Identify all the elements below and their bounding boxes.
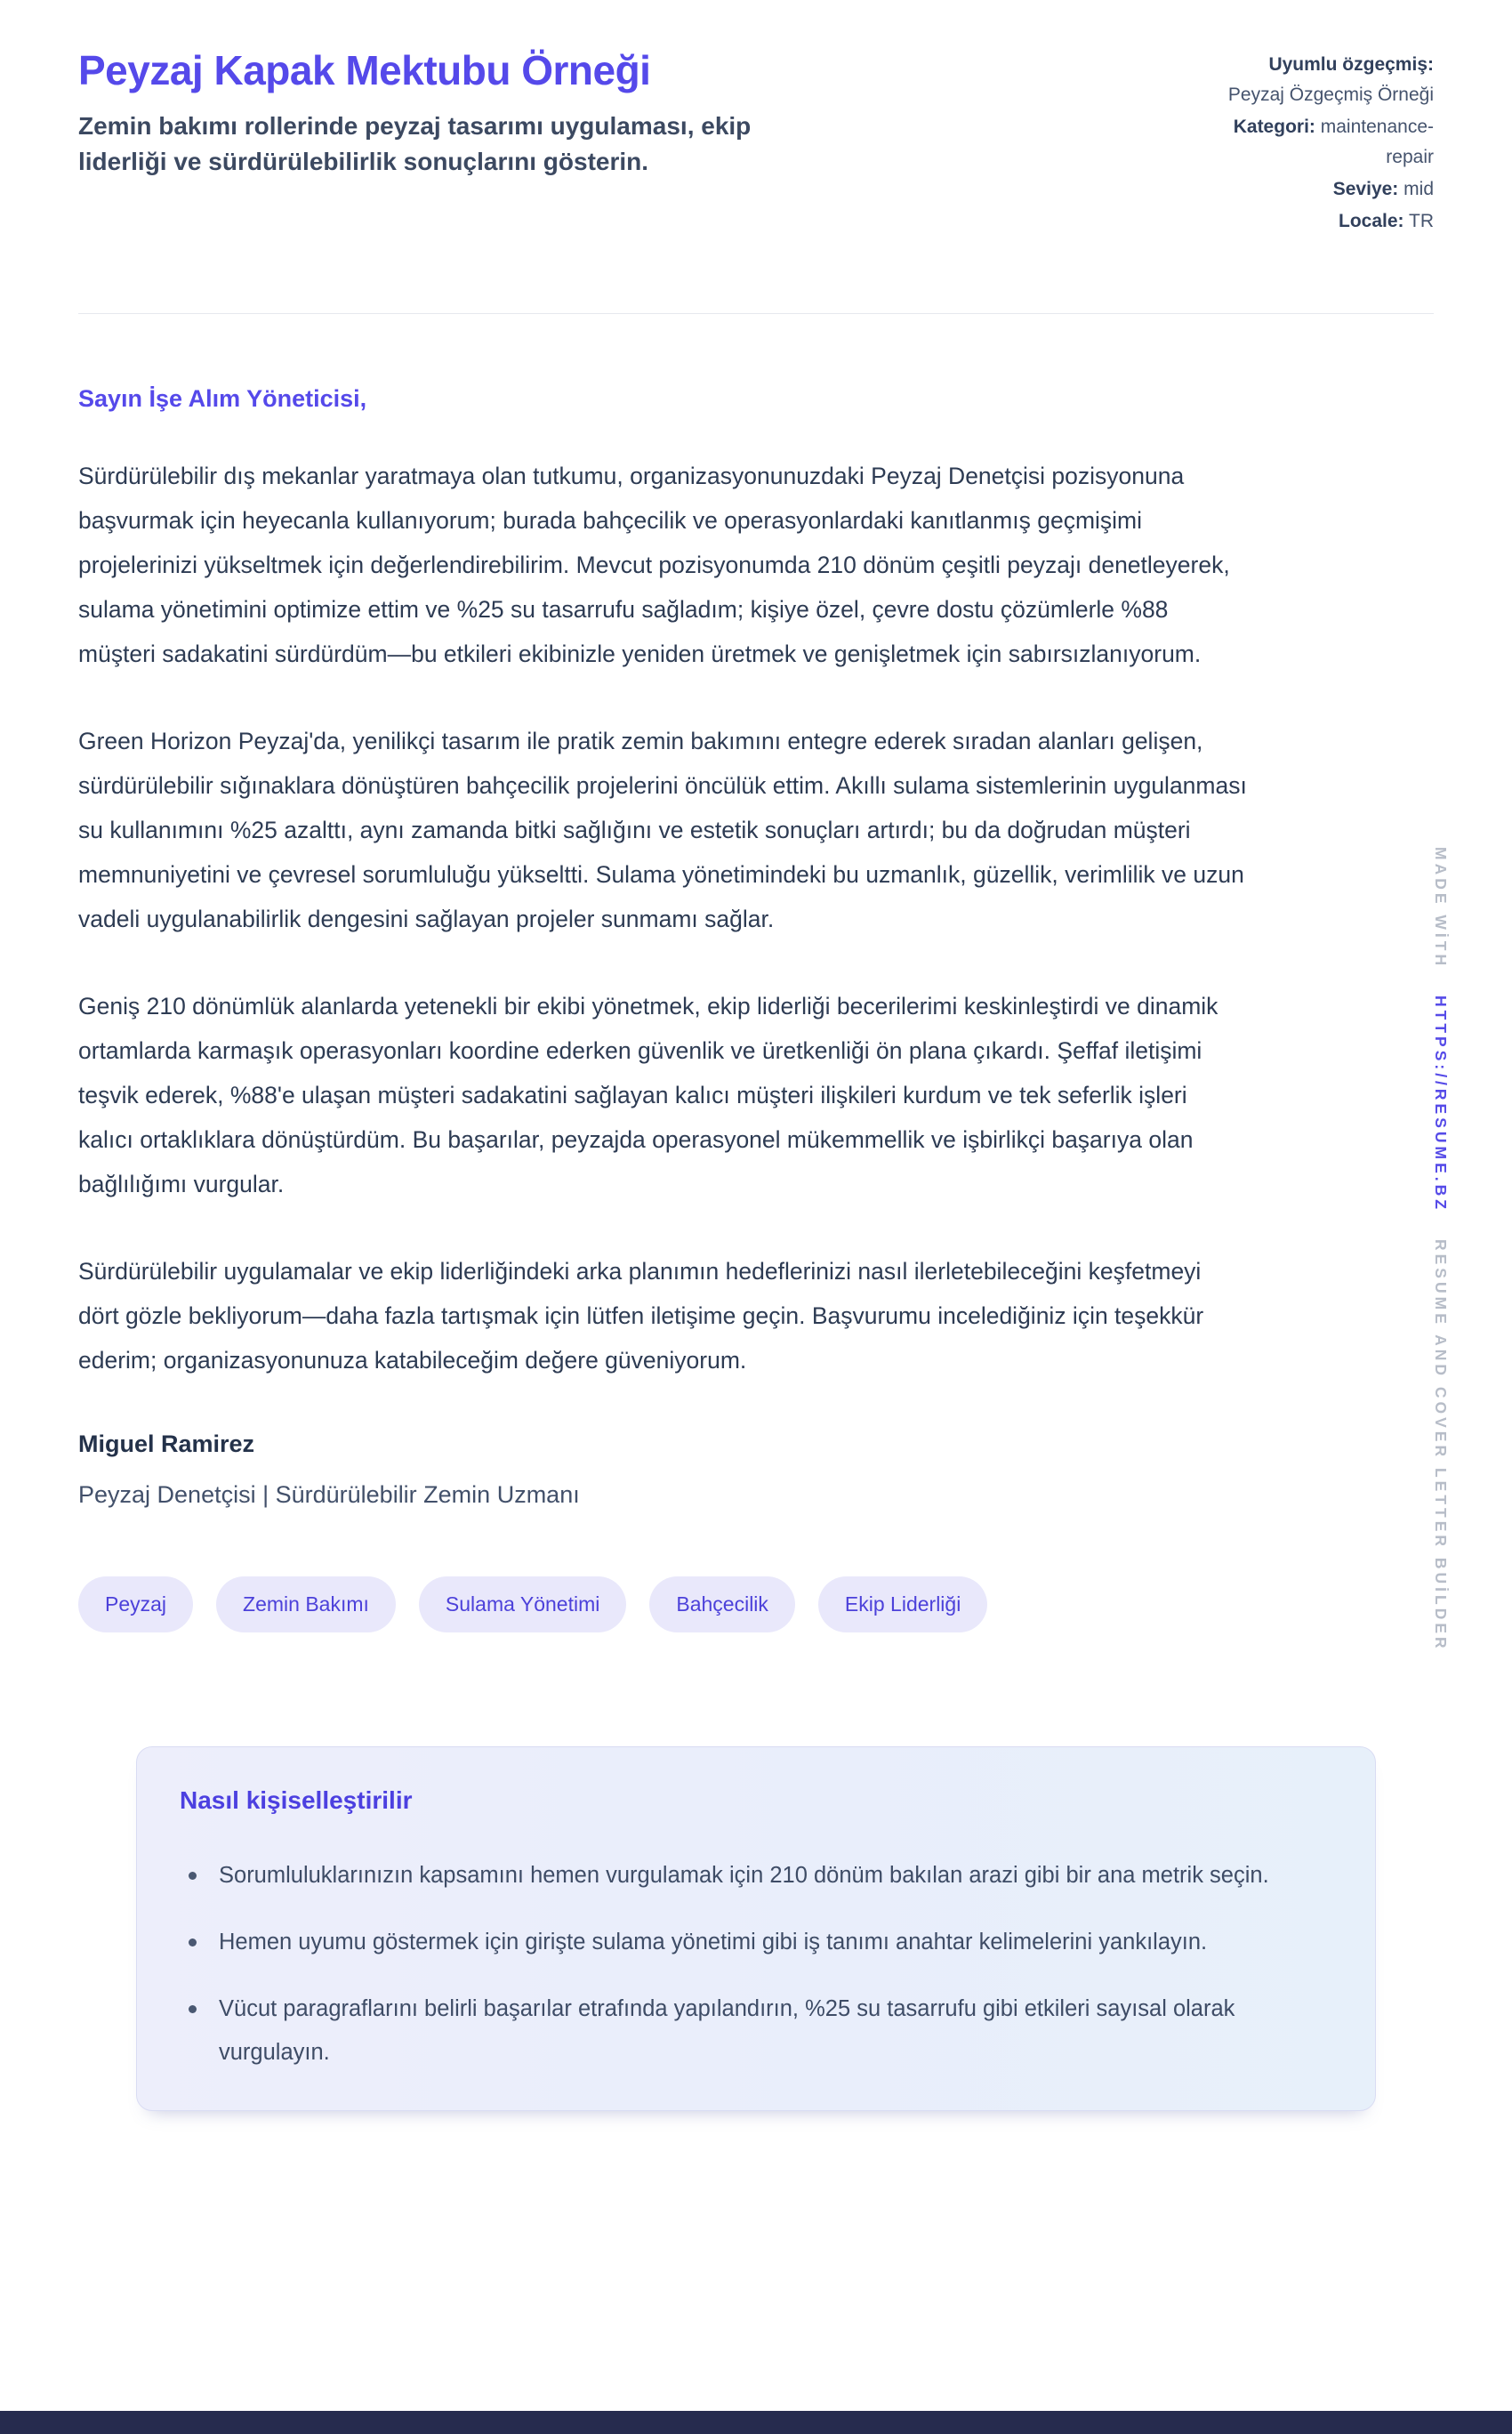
meta-level bbox=[1210, 174, 1434, 205]
cover-letter-body bbox=[78, 385, 1434, 1509]
personalize-bullet-text: Vücut paragraflarını belirli başarılar etrafında yapılandırın, %25 su tasarrufu gibi etkileri sayısal olarak vurgulayın. bbox=[219, 1996, 1235, 2065]
personalize-bullet bbox=[180, 1854, 1313, 1898]
meta-category bbox=[1210, 112, 1434, 173]
header bbox=[78, 46, 1434, 238]
letter-paragraph: Geniş 210 dönümlük alanlarda yetenekli bir ekibi yönetmek, ekip liderliği becerilerimi keskinleştirdi ve dinamik ortamlarda karmaşık operasyonları koordine ederken güvenlik ve üretkenliği ön plana çıkardı. Şeffaf iletişimi teşvik ederek, %88'e ulaşan müşteri sadakatini sağlayan kalıcı müşteri ilişkileri kurdum ve tek seferlik işleri kalıcı ortaklıklara dönüştürdüm. Bu başarılar, peyzajda operasyonel mükemmellik ve işbirlikçi başarıya olan bağlılığımı vurgular. bbox=[78, 993, 1218, 1197]
meta-level-label: Seviye: bbox=[1332, 179, 1399, 199]
letter-paragraph: Sürdürülebilir dış mekanlar yaratmaya olan tutkumu, organizasyonunuzdaki Peyzaj Denetçisi pozisyonuna başvurmak için heyecanla kullanıyorum; burada bahçecilik ve operasyonlardaki kanıtlanmış geçmişimi projelerinizi yükseltmek için değerlendirebilirim. Mevcut pozisyonumda 210 dönüm çeşitli peyzajı denetleyerek, sulama yönetimini optimize ettim ve %25 su tasarrufu sağladım; kişiye özel, çevre dostu çözümlerle %88 müşteri sadakatini sürdürdüm—bu etkileri ekibinizle yeniden üretmek ve genişletmek için sabırsızlanıyorum. bbox=[78, 463, 1230, 667]
meta-matching-resume bbox=[1210, 50, 1434, 110]
personalize-bullet bbox=[180, 1921, 1313, 1964]
page-subtitle: Zemin bakımı rollerinde peyzaj tasarımı uygulaması, ekip liderliği ve sürdürülebilirlik sonuçlarını gösterin. bbox=[78, 112, 752, 175]
footer-bar bbox=[0, 2411, 1512, 2434]
meta-locale bbox=[1210, 206, 1434, 237]
personalize-bullet-list bbox=[180, 1854, 1332, 2075]
meta-locale-value: TR bbox=[1409, 211, 1434, 231]
bullet-dot-icon bbox=[189, 1872, 197, 1880]
tag-chip[interactable]: Ekip Liderliği bbox=[818, 1576, 987, 1632]
signature-role: Peyzaj Denetçisi | Sürdürülebilir Zemin Uzmanı bbox=[78, 1481, 580, 1508]
letter-greeting: Sayın İşe Alım Yöneticisi, bbox=[78, 385, 367, 412]
letter-paragraphs bbox=[78, 454, 1434, 1382]
tag-list bbox=[78, 1576, 1434, 1632]
made-with-watermark bbox=[1431, 847, 1450, 1652]
meta-category-label: Kategori: bbox=[1233, 117, 1315, 137]
bullet-dot-icon bbox=[189, 2005, 197, 2013]
tag-chip[interactable]: Peyzaj bbox=[78, 1576, 193, 1632]
page-title: Peyzaj Kapak Mektubu Örneği bbox=[78, 47, 651, 93]
header-divider bbox=[78, 313, 1434, 314]
meta-level-value: mid bbox=[1403, 179, 1434, 199]
meta-panel bbox=[1210, 50, 1434, 238]
tag-chip[interactable]: Sulama Yönetimi bbox=[419, 1576, 626, 1632]
signature-name: Miguel Ramirez bbox=[78, 1431, 255, 1457]
watermark-prefix: MADE WİTH bbox=[1432, 847, 1450, 970]
meta-locale-label: Locale: bbox=[1339, 211, 1404, 231]
tag-chip[interactable]: Bahçecilik bbox=[649, 1576, 795, 1632]
watermark-resume-bz-link[interactable]: HTTPS://RESUME.BZ bbox=[1432, 995, 1450, 1213]
personalize-bullet-text: Hemen uyumu göstermek için girişte sulama yönetimi gibi iş tanımı anahtar kelimelerini yankılayın. bbox=[219, 1930, 1208, 1954]
tag-chip[interactable]: Zemin Bakımı bbox=[216, 1576, 396, 1632]
meta-matching-resume-link[interactable]: Peyzaj Özgeçmiş Örneği bbox=[1227, 85, 1434, 105]
personalize-box bbox=[136, 1746, 1376, 2111]
watermark-suffix: RESUME AND COVER LETTER BUİLDER bbox=[1432, 1239, 1450, 1652]
bullet-dot-icon bbox=[189, 1938, 197, 1946]
header-text bbox=[78, 46, 772, 180]
personalize-box-title: Nasıl kişiselleştirilir bbox=[180, 1786, 413, 1814]
meta-category-value: maintenance-repair bbox=[1320, 117, 1434, 167]
meta-matching-resume-label: Uyumlu özgeçmiş: bbox=[1268, 54, 1434, 75]
personalize-bullet bbox=[180, 1987, 1313, 2075]
letter-paragraph: Green Horizon Peyzaj'da, yenilikçi tasarım ile pratik zemin bakımını entegre ederek sıradan alanları gelişen, sürdürülebilir sığınaklara dönüştüren bahçecilik projelerini öncülük ettim. Akıllı sulama sistemlerinin uygulanması su kullanımını %25 azalttı, aynı zamanda bitki sağlığını ve estetik sonuçları artırdı; bu da doğrudan müşteri memnuniyetini ve çevresel sorumluluğu yükseltti. Sulama yönetimindeki bu uzmanlık, güzellik, verimlilik ve uzun vadeli uygulanabilirlik dengesini sağlayan projeler sunmamı sağlar. bbox=[78, 728, 1247, 932]
personalize-bullet-text: Sorumluluklarınızın kapsamını hemen vurgulamak için 210 dönüm bakılan arazi gibi bir ana metrik seçin. bbox=[219, 1863, 1269, 1888]
letter-paragraph: Sürdürülebilir uygulamalar ve ekip liderliğindeki arka planımın hedeflerinizi nasıl ilerletebileceğini keşfetmeyi dört gözle bekliyorum—daha fazla tartışmak için lütfen iletişime geçin. Başvurumu incelediğiniz için teşekkür ederim; organizasyonunuza katabileceğim değere güveniyorum. bbox=[78, 1258, 1204, 1374]
